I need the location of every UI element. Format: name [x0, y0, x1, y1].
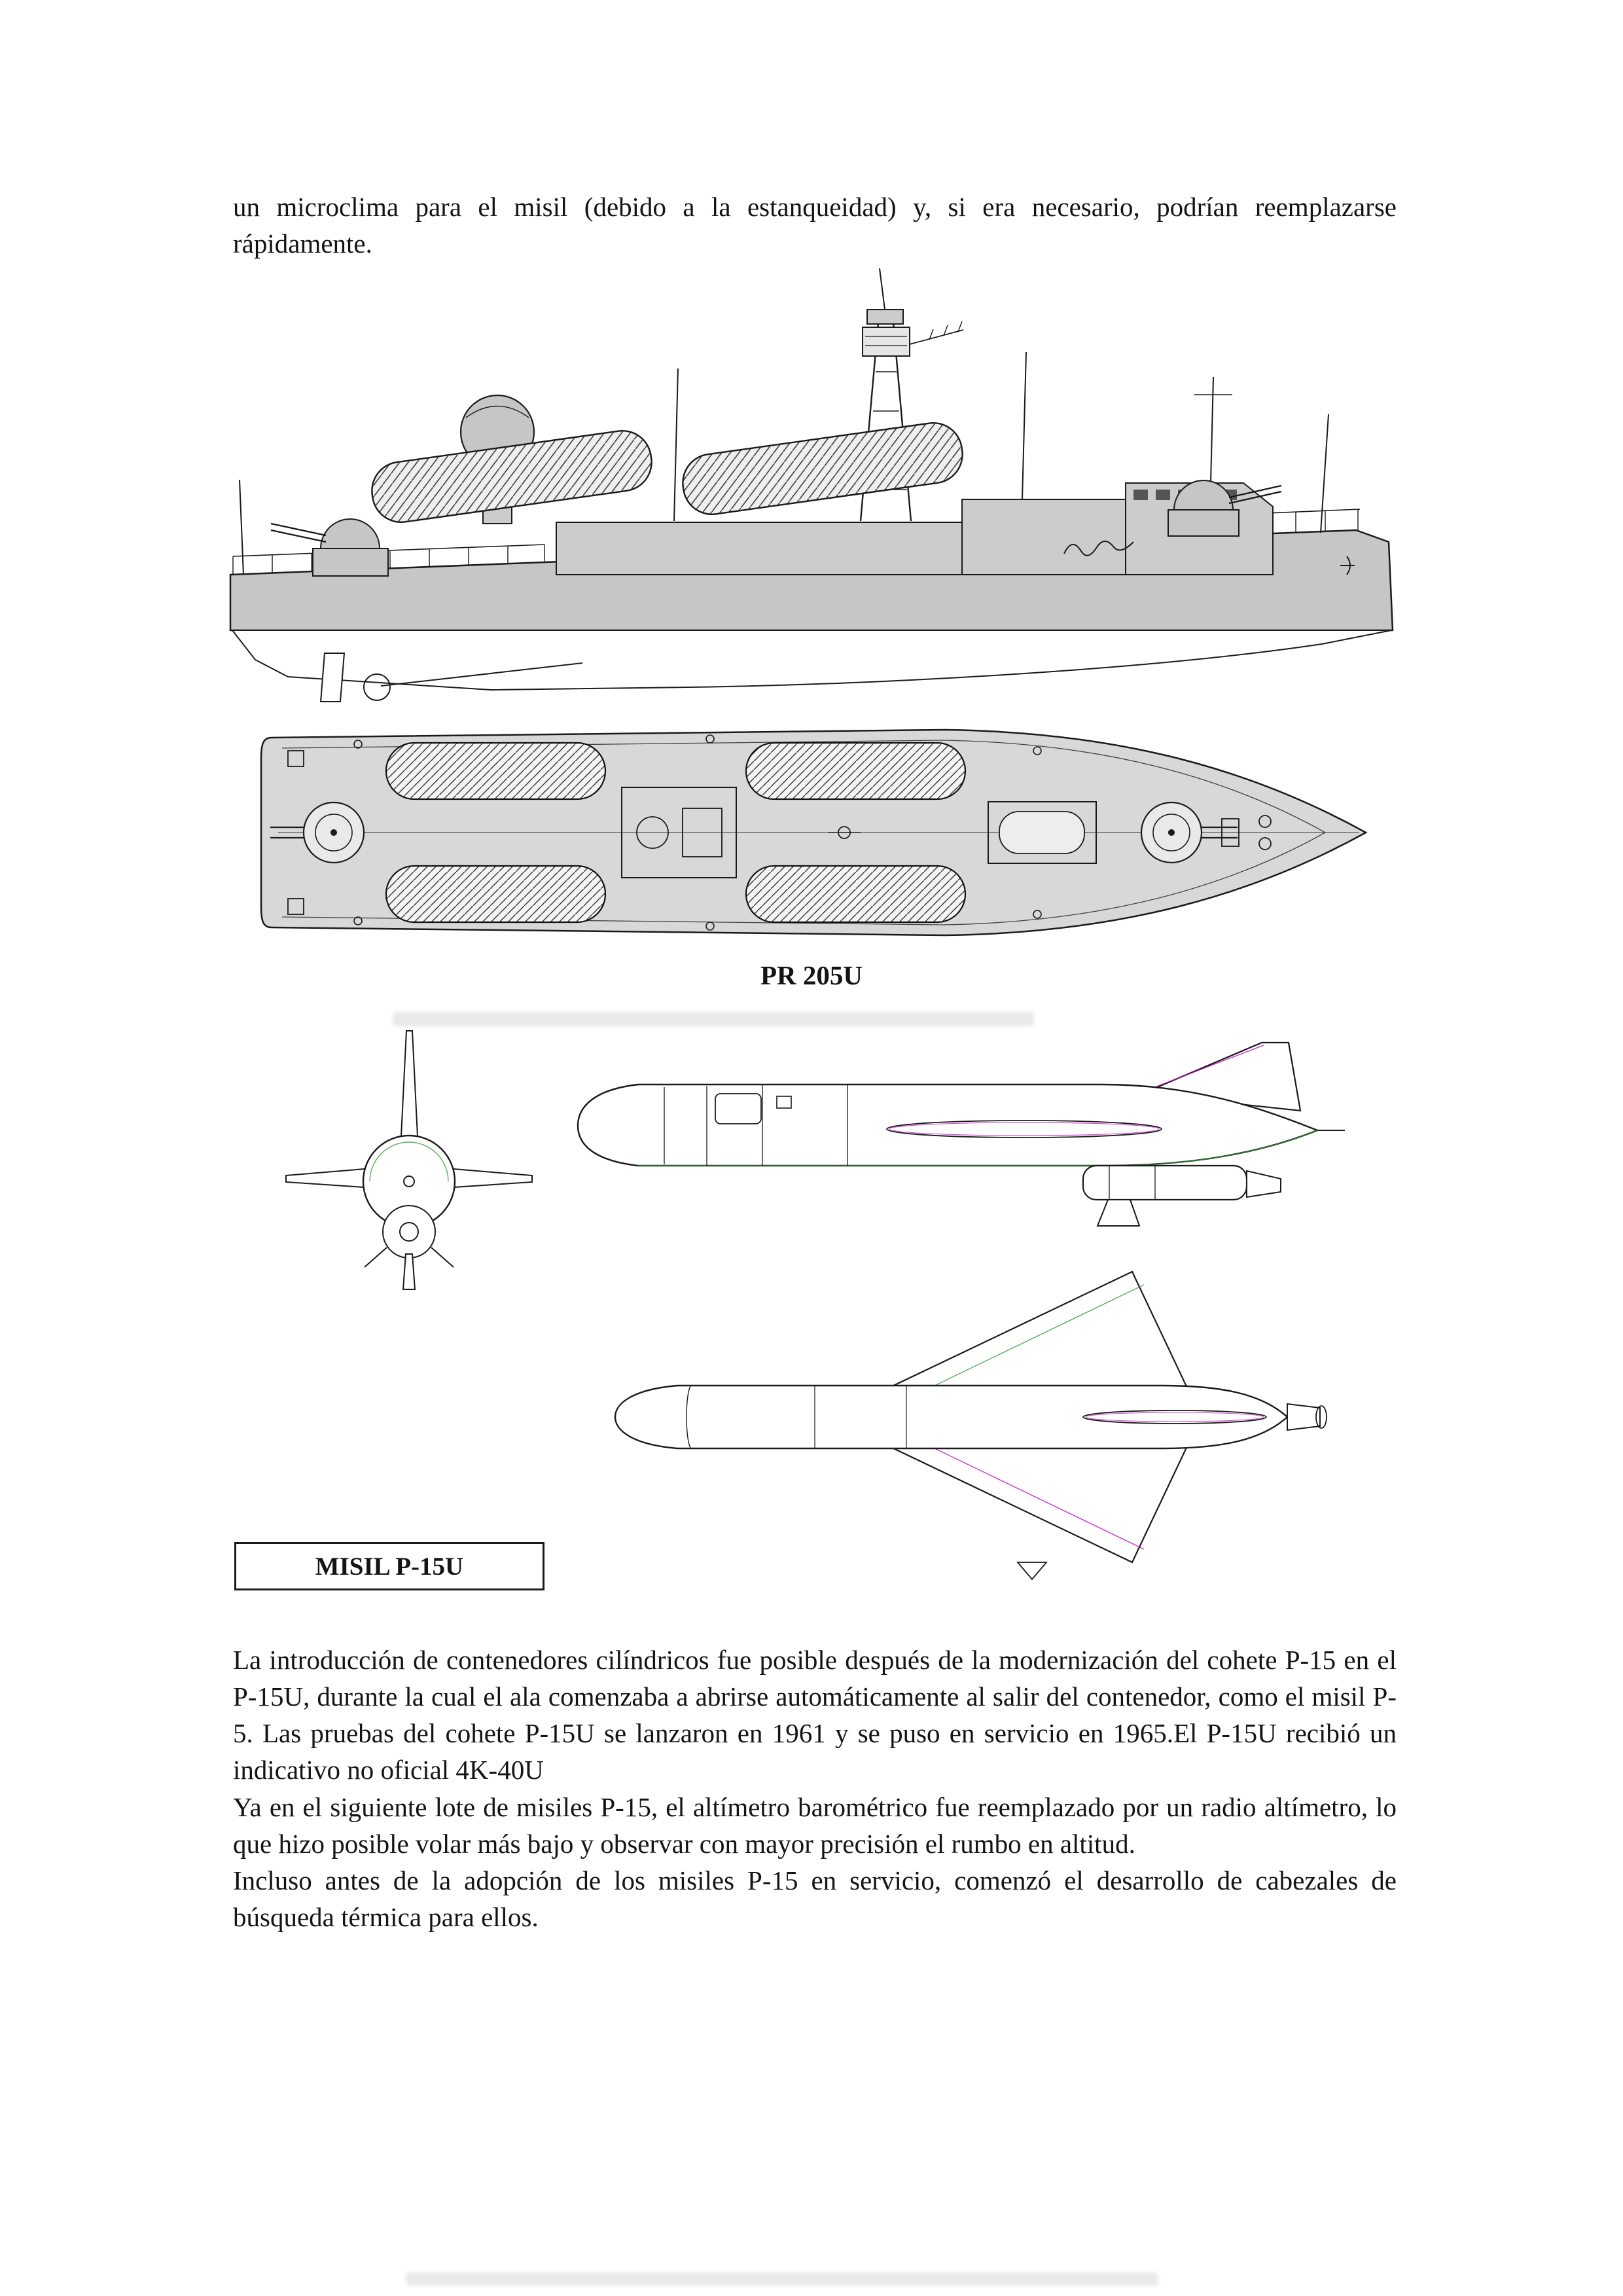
body-paragraph: Ya en el siguiente lote de misiles P-15, el altímetro barométrico fue reemplazado por un radio altímetro, lo que hizo posible volar más bajo y observar con mayor precisión el rumbo en altitud. — [233, 1791, 1397, 1859]
missile-front-view-drawing — [278, 1021, 540, 1302]
intro-paragraph — [233, 188, 1397, 262]
ship-caption: PR 205U — [760, 960, 863, 990]
missile-label: MISIL P-15U — [315, 1552, 464, 1581]
missile-label-box — [234, 1542, 544, 1590]
missile-top-view-drawing — [599, 1247, 1384, 1590]
paragraph-text: un microclima para el misil (debido a la estanqueidad) y, si era necesario, podrían reemplazarse rápidamente. — [233, 192, 1397, 259]
ship-plan-view-drawing — [252, 710, 1381, 956]
body-paragraph: Incluso antes de la adopción de los misiles P-15 en servicio, comenzó el desarrollo de cabezales de búsqueda térmica para ellos. — [233, 1865, 1397, 1933]
body-text — [233, 1641, 1397, 1935]
missile-side-view — [566, 1031, 1371, 1250]
missile-top-view — [599, 1247, 1384, 1590]
ship-plan-view — [252, 710, 1381, 956]
body-paragraph: La introducción de contenedores cilíndricos fue posible después de la modernización del cohete P-15 en el P-15U, durante la cual el ala comenzaba a abrirse automáticamente al salir del contenedor, como el misil P-5. Las pruebas del cohete P-15U se lanzaron en 1961 y se puso en servicio en 1965.El P-15U recibió un indicativo no oficial 4K-40U — [233, 1645, 1397, 1785]
bleedthrough-artifact — [406, 2272, 1158, 2286]
ship-side-view-drawing — [216, 260, 1400, 719]
ship-side-view — [216, 260, 1400, 719]
missile-side-view-drawing — [566, 1031, 1371, 1250]
missile-front-view — [278, 1021, 540, 1302]
